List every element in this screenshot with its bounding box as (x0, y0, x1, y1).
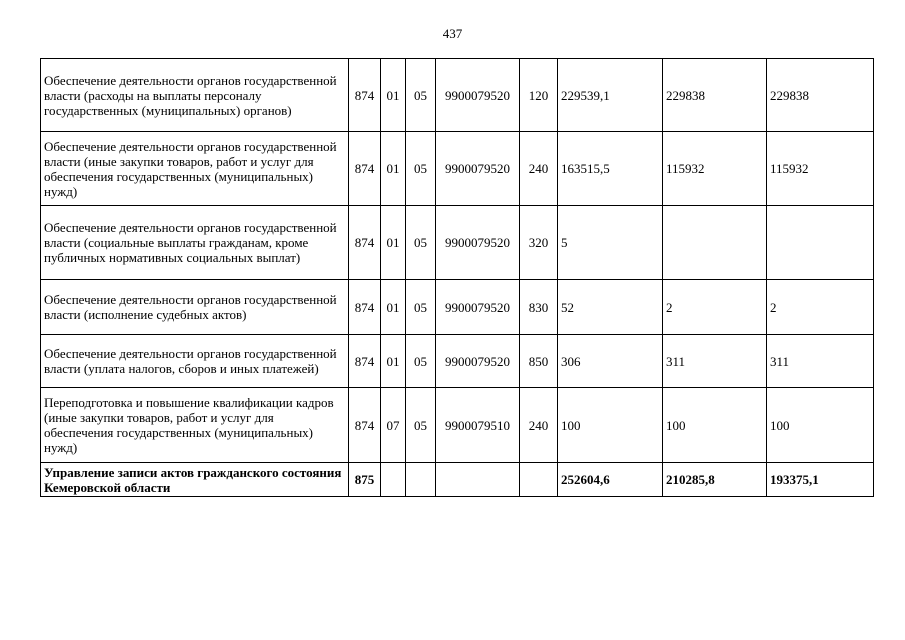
table-body (41, 59, 874, 497)
amount-year-3: 100 (767, 388, 874, 463)
target-article-code: 9900079520 (436, 206, 520, 280)
target-article-code (436, 463, 520, 497)
ministry-code: 874 (349, 280, 381, 335)
target-article-code: 9900079510 (436, 388, 520, 463)
subsection-code: 05 (406, 388, 436, 463)
row-name: Обеспечение деятельности органов государственной власти (исполнение судебных актов) (41, 280, 349, 335)
row-name: Управление записи актов гражданского состояния Кемеровской области (41, 463, 349, 497)
amount-year-1: 229539,1 (558, 59, 663, 132)
section-code: 07 (381, 388, 406, 463)
table-row (41, 280, 874, 335)
table-row (41, 388, 874, 463)
row-name: Обеспечение деятельности органов государственной власти (расходы на выплаты персоналу государственных (муниципальных) органов) (41, 59, 349, 132)
amount-year-1: 5 (558, 206, 663, 280)
row-name: Обеспечение деятельности органов государственной власти (уплата налогов, сборов и иных платежей) (41, 335, 349, 388)
section-code (381, 463, 406, 497)
amount-year-2: 311 (663, 335, 767, 388)
section-code: 01 (381, 132, 406, 206)
amount-year-2: 100 (663, 388, 767, 463)
subsection-code: 05 (406, 206, 436, 280)
ministry-code: 874 (349, 59, 381, 132)
budget-table (40, 58, 874, 497)
amount-year-2: 229838 (663, 59, 767, 132)
subsection-code: 05 (406, 59, 436, 132)
expense-type-code (520, 463, 558, 497)
section-code: 01 (381, 280, 406, 335)
amount-year-1: 52 (558, 280, 663, 335)
expense-type-code: 120 (520, 59, 558, 132)
row-name: Обеспечение деятельности органов государственной власти (иные закупки товаров, работ и услуг для обеспечения государственных (муниципальных) нужд) (41, 132, 349, 206)
amount-year-1: 306 (558, 335, 663, 388)
subsection-code (406, 463, 436, 497)
ministry-code: 874 (349, 335, 381, 388)
section-code: 01 (381, 59, 406, 132)
target-article-code: 9900079520 (436, 280, 520, 335)
amount-year-1: 252604,6 (558, 463, 663, 497)
table-row (41, 463, 874, 497)
table-row (41, 206, 874, 280)
amount-year-3: 193375,1 (767, 463, 874, 497)
ministry-code: 874 (349, 206, 381, 280)
amount-year-3: 115932 (767, 132, 874, 206)
expense-type-code: 240 (520, 388, 558, 463)
amount-year-3 (767, 206, 874, 280)
amount-year-3: 311 (767, 335, 874, 388)
subsection-code: 05 (406, 280, 436, 335)
expense-type-code: 320 (520, 206, 558, 280)
amount-year-1: 100 (558, 388, 663, 463)
subsection-code: 05 (406, 132, 436, 206)
expense-type-code: 830 (520, 280, 558, 335)
ministry-code: 874 (349, 132, 381, 206)
table-row (41, 335, 874, 388)
amount-year-3: 229838 (767, 59, 874, 132)
target-article-code: 9900079520 (436, 59, 520, 132)
amount-year-1: 163515,5 (558, 132, 663, 206)
target-article-code: 9900079520 (436, 335, 520, 388)
target-article-code: 9900079520 (436, 132, 520, 206)
table-row (41, 132, 874, 206)
ministry-code: 875 (349, 463, 381, 497)
row-name: Переподготовка и повышение квалификации кадров (иные закупки товаров, работ и услуг для обеспечения государственных (муниципальных) нужд) (41, 388, 349, 463)
amount-year-2: 210285,8 (663, 463, 767, 497)
ministry-code: 874 (349, 388, 381, 463)
expense-type-code: 850 (520, 335, 558, 388)
amount-year-3: 2 (767, 280, 874, 335)
section-code: 01 (381, 206, 406, 280)
amount-year-2: 115932 (663, 132, 767, 206)
subsection-code: 05 (406, 335, 436, 388)
amount-year-2: 2 (663, 280, 767, 335)
table-row (41, 59, 874, 132)
page-number: 437 (442, 26, 463, 41)
section-code: 01 (381, 335, 406, 388)
expense-type-code: 240 (520, 132, 558, 206)
row-name: Обеспечение деятельности органов государственной власти (социальные выплаты гражданам, кроме публичных нормативных социальных выплат) (41, 206, 349, 280)
amount-year-2 (663, 206, 767, 280)
